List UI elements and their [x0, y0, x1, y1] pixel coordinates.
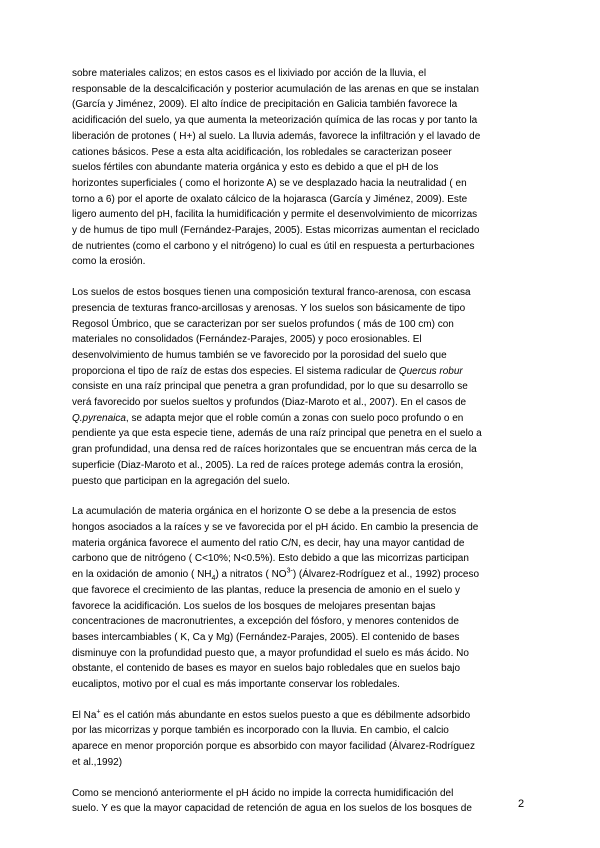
text-line [72, 176, 528, 192]
text-run: gran profundidad, una densa red de raíces horizontales que se encuentran más cerca de la [72, 444, 477, 456]
text-line [72, 504, 528, 520]
text-run: et al.,1992) [72, 756, 123, 768]
text-run: ) a nitratos ( NO [215, 569, 287, 581]
text-line [72, 551, 528, 567]
text-run: horizontes superficiales ( como el horizonte A) se ve desplazado hacia la neutralidad ( en [72, 177, 467, 189]
superscript: 3- [286, 567, 293, 575]
text-line [72, 192, 528, 208]
text-run: (García y Jiménez, 2009). El alto índice de precipitación en Galicia también favorece la [72, 99, 458, 111]
text-run: de nutrientes (como el carbono y el nitrógeno) lo cual es útil en respuesta a perturbaciones [72, 240, 475, 252]
text-run: Como se mencionó anteriormente el pH ácido no impide la correcta humidificación del [72, 787, 454, 799]
text-line [72, 599, 528, 615]
text-run: puesto que participan en la agregación del suelo. [72, 475, 290, 487]
text-run: carbono que de nitrógeno ( C<10%; N<0.5%). Esto debido a que las micorrizas participan [72, 553, 469, 565]
text-run: sobre materiales calizos; en estos casos es el lixiviado por acción de la lluvia, el [72, 68, 427, 79]
text-run: acidificación del suelo, ya que aumenta la meteorización química de las rocas y por tanto la [72, 115, 478, 127]
text-run: eucaliptos, motivo por el cual es más importante conservar los robledales. [72, 679, 400, 691]
text-run: verá favorecido por suelos sueltos y profundos (Diaz-Maroto et al., 2007). En el casos de [72, 397, 467, 409]
text-line [72, 739, 528, 755]
text-line [72, 755, 528, 771]
text-run: superficie (Diaz-Maroto et al., 2005). La red de raíces protege además contra la erosión, [72, 459, 464, 471]
text-line [72, 332, 528, 348]
paragraph [72, 285, 528, 489]
text-run: en la oxidación de amonio ( NH [72, 569, 212, 581]
text-line [72, 348, 528, 364]
text-run: consiste en una raíz principal que penetra a gran profundidad, por lo que su desarrollo se [72, 381, 468, 393]
text-run: El Na [72, 709, 97, 721]
paragraph [72, 66, 528, 270]
text-run: ) (Álvarez-Rodríguez et al., 1992) proceso [292, 569, 480, 581]
text-line [72, 113, 528, 129]
text-line [72, 285, 528, 301]
text-run: por las micorrizas y porque también es incorporado con la lluvia. En cambio, el calcio [72, 725, 449, 737]
text-line [72, 317, 528, 333]
text-line [72, 458, 528, 474]
text-run: obstante, el contenido de bases es mayor en suelos bajo robledales que en suelos bajo [72, 663, 461, 675]
text-run: materiales no consolidados (Fernández-Parajes, 2005) y poco erosionables. El [72, 334, 422, 346]
text-line [72, 614, 528, 630]
text-run: proporciona el tipo de raíz de estas dos especies. El sistema radicular de [72, 365, 399, 377]
text-line [72, 474, 528, 490]
text-line [72, 786, 528, 802]
subscript: 4 [211, 575, 216, 583]
text-run: desenvolvimiento de humus también se ve favorecido por la porosidad del suelo que [72, 349, 447, 361]
text-line [72, 145, 528, 161]
text-run: disminuye con la profundidad puesto que, a mayor profundidad el suelo es más ácido. No [72, 647, 469, 659]
text-run: favorece la acidificación. Los suelos de los bosques de melojares presentan bajas [72, 600, 436, 612]
text-run: suelo. Y es que la mayor capacidad de retención de agua en los suelos de los bosques de [72, 803, 472, 815]
superscript: + [96, 708, 101, 716]
italic-text: Quercus robur [398, 365, 463, 377]
text-run: aparece en menor proporción porque es absorbido con mayor facilidad (Álvarez-Rodríguez [72, 741, 475, 753]
text-run: es el catión más abundante en estos suelos puesto a que es débilmente adsorbido [100, 709, 471, 721]
text-line [72, 66, 528, 82]
page-number: 2 [518, 798, 525, 810]
text-line [72, 661, 528, 677]
text-run: La acumulación de materia orgánica en el horizonte O se debe a la presencia de estos [72, 506, 457, 518]
text-line [72, 677, 528, 693]
text-run: ligero aumento del pH, facilita la humidificación y permite el desenvolvimiento de micorrizas [72, 209, 478, 221]
text-line [72, 708, 528, 724]
text-run: suelos fértiles con abundante materia orgánica y esto es debido a que el pH de los [72, 162, 439, 174]
text-line [72, 395, 528, 411]
italic-text: Q.pyrenaica [72, 412, 126, 424]
text-line [72, 207, 528, 223]
text-line [72, 646, 528, 662]
text-line [72, 630, 528, 646]
text-run: Regosol Úmbrico, que se caracterizan por ser suelos profundos ( más de 100 cm) con [72, 318, 454, 330]
text-run: liberación de protones ( H+) al suelo. La lluvia además, favorece la infiltración y el lavado de [72, 130, 481, 142]
paragraph [72, 708, 528, 771]
text-run: responsable de la descalcificación y posterior acumulación de las arenas en que se instalan [72, 83, 479, 95]
text-line [72, 411, 528, 427]
text-run: concentraciones de macronutrientes, a excepción del fósforo, y menores contenidos de [72, 616, 459, 628]
text-line [72, 379, 528, 395]
text-line [72, 801, 528, 817]
text-run: y de humus de tipo mull (Fernández-Parajes, 2005). Estas micorrizas aumentan el reciclado [72, 225, 480, 237]
text-run: Los suelos de estos bosques tienen una composición textural franco-arenosa, con escasa [72, 287, 471, 299]
text-run: que favorece el crecimiento de las plantas, reduce la presencia de amonio en el suelo y [72, 584, 461, 596]
text-line [72, 364, 528, 380]
text-line [72, 254, 528, 270]
body-text [72, 66, 528, 832]
text-line [72, 301, 528, 317]
text-line [72, 723, 528, 739]
text-run: como la erosión. [72, 256, 146, 268]
text-line [72, 97, 528, 113]
text-run: hongos asociados a la raíces y se ve favorecida por el pH ácido. En cambio la presencia de [72, 521, 479, 533]
text-line [72, 442, 528, 458]
text-line [72, 567, 528, 583]
text-line [72, 82, 528, 98]
text-line [72, 239, 528, 255]
text-line [72, 536, 528, 552]
text-line [72, 426, 528, 442]
text-run: torno a 6) por el aporte de oxalato cálcico de la hojarasca (García y Jiménez, 2009). Este [72, 193, 468, 205]
text-line [72, 160, 528, 176]
paragraph [72, 504, 528, 692]
text-run: cationes básicos. Pese a esta alta acidificación, los robledales se caracterizan poseer [72, 146, 452, 158]
text-line [72, 129, 528, 145]
text-run: pendiente ya que esta especie tiene, además de una raíz principal que penetra en el suelo a [72, 428, 482, 440]
text-line [72, 583, 528, 599]
text-run: , se adapta mejor que el roble común a zonas con suelo poco profundo o en [125, 412, 464, 424]
text-line [72, 223, 528, 239]
text-run: presencia de texturas franco-arcillosas y arenosas. Y los suelos son básicamente de tipo [72, 302, 466, 314]
paragraph [72, 786, 528, 817]
text-line [72, 520, 528, 536]
text-run: materia orgánica favorece el aumento del ratio C/N, es decir, hay una mayor cantidad de [72, 537, 465, 549]
text-run: bases intercambiables ( K, Ca y Mg) (Fernández-Parajes, 2005). El contenido de bases [72, 631, 460, 643]
